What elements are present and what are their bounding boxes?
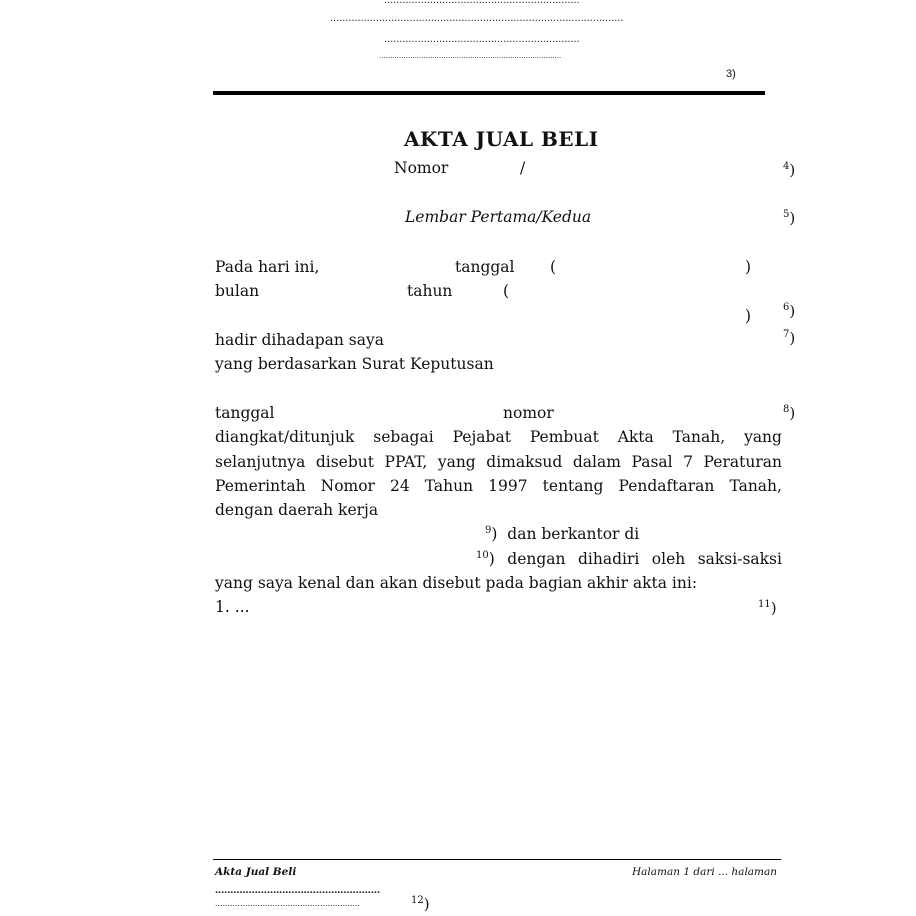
ref-5: $^5$) xyxy=(783,209,796,227)
paren-open-2: ( xyxy=(503,282,510,300)
text-hadir: hadir dihadapan saya xyxy=(215,331,384,349)
text-pada-hari-ini: Pada hari ini, xyxy=(215,258,320,276)
text-tahun: tahun xyxy=(407,282,453,300)
footer-page-number: Halaman 1 dari ... halaman xyxy=(632,866,778,878)
text-daerah-kerja: dengan daerah kerja xyxy=(215,501,379,519)
ref-6: $^6$) xyxy=(783,302,796,320)
text-surat-keputusan: yang berdasarkan Surat Keputusan xyxy=(215,355,494,373)
text-kenal: yang saya kenal dan akan disebut pada bagian akhir akta ini: xyxy=(215,574,698,592)
footer-title: Akta Jual Beli xyxy=(215,866,297,878)
footer-rule xyxy=(213,859,781,860)
ref-3: 3) xyxy=(726,68,736,80)
ref-4: $^4$) xyxy=(783,161,796,179)
footer-dots-1: ...................................................... xyxy=(215,884,381,896)
paren-close-2: ) xyxy=(745,307,752,325)
header-rule xyxy=(213,91,765,95)
page-title: AKTA JUAL BELI xyxy=(404,127,599,151)
paragraph-line-8: selanjutnya disebut PPAT, yang dimaksud dalam Pasal 7 Peraturan xyxy=(215,453,782,471)
header-dots-1: ................................................................ xyxy=(384,0,580,6)
nomor-slash: / xyxy=(520,159,526,177)
nomor-label: Nomor xyxy=(394,159,449,177)
lembar-label: Lembar Pertama/Kedua xyxy=(405,208,592,226)
text-saksi-saksi: $^{10}$) dengan dihadiri oleh saksi-saksi xyxy=(476,549,782,568)
ref-12: $^{12}$) xyxy=(411,895,430,913)
paragraph-line-9: Pemerintah Nomor 24 Tahun 1997 tentang Pendaftaran Tanah, xyxy=(215,477,782,495)
header-dots-2: ................................................................................................ xyxy=(330,12,624,24)
list-item-1: 1. ... xyxy=(215,598,250,616)
text-berkantor: $^9$) dan berkantor di xyxy=(485,524,640,543)
ref-8: $^8$) xyxy=(783,404,796,422)
header-dots-4: .................................................................................. xyxy=(379,51,562,60)
text-tanggal-1: tanggal xyxy=(455,258,515,276)
footer-dots-2: .......................................................... xyxy=(215,898,361,908)
ref-11: $^{11}$) xyxy=(758,599,777,617)
paren-open-1: ( xyxy=(550,258,557,276)
text-tanggal-2: tanggal xyxy=(215,404,275,422)
paren-close-1: ) xyxy=(745,258,752,276)
text-nomor: nomor xyxy=(503,404,554,422)
ref-7: $^7$) xyxy=(783,329,796,347)
text-bulan: bulan xyxy=(215,282,260,300)
header-dots-3: ................................................................ xyxy=(384,33,580,45)
paragraph-line-7: diangkat/ditunjuk sebagai Pejabat Pembuat Akta Tanah, yang xyxy=(215,428,782,446)
